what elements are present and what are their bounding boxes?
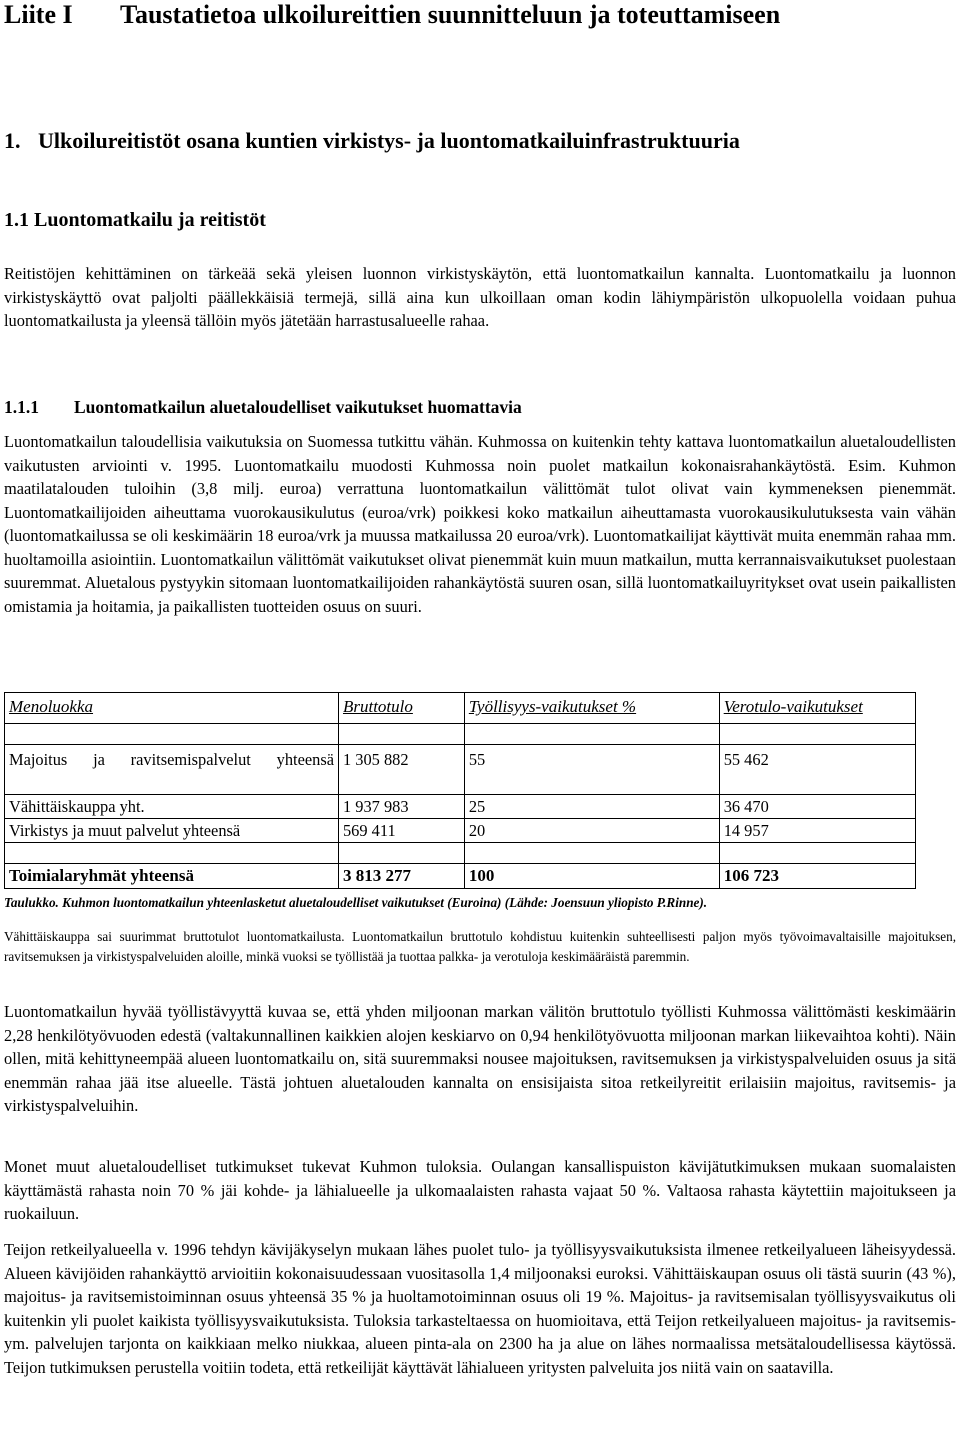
table-header-cell: Verotulo-vaikutukset [719, 693, 915, 724]
appendix-heading [4, 0, 780, 30]
table-cell: 36 470 [719, 795, 915, 819]
table-spacer-cell [464, 724, 719, 745]
table-spacer-row [5, 724, 916, 745]
section-number: 1. [4, 128, 21, 153]
appendix-number: Liite I [4, 0, 73, 29]
subsubsection-heading [4, 396, 522, 418]
table-total-cell: Toimialaryhmät yhteensä [5, 864, 339, 889]
table-spacer-row [5, 843, 916, 864]
table-header-cell: Työllisyys-vaikutukset % [464, 693, 719, 724]
table-spacer-cell [719, 843, 915, 864]
table-cell: Virkistys ja muut palvelut yhteensä [5, 819, 339, 843]
table-spacer-cell [5, 724, 339, 745]
table-spacer-cell [719, 724, 915, 745]
table-header-cell: Bruttotulo [338, 693, 464, 724]
table-spacer-cell [338, 843, 464, 864]
paragraph-employment: Luontomatkailun hyvää työllistävyyttä kuvaa se, että yhden miljoonan markan välitön bruttotulo työllisti Kuhmossa välittömästi keskimäärin 2,28 henkilötyövuoden edestä (valtakunnallinen kaikkien alojen keskiarvo on 0,94 henkilötyövuotta miljoonan markan liikevaihtoa kohti). Näin ollen, mitä kehittyneempää alueen luontomatkailu on, sitä suuremmaksi nousee majoituksen, ravitsemuksen ja virkistyspalveluiden osuus ja sitä enemmän rahaa jää itse alueelle. Tästä johtuen aluetalouden kannalta on ensisijaista sitoa retkeilyreitit erilaisiin majoitus, ravitsemis- ja virkistyspalveluihin. [4, 1002, 956, 1115]
subsubsection-title: Luontomatkailun aluetaloudelliset vaikutukset huomattavia [74, 397, 522, 417]
table-total-cell: 106 723 [719, 864, 915, 889]
table-total-cell: 100 [464, 864, 719, 889]
table-total-cell: 3 813 277 [338, 864, 464, 889]
table-spacer-cell [464, 843, 719, 864]
table-row [5, 819, 916, 843]
paragraph-teijo: Teijon retkeilyalueella v. 1996 tehdyn kävijäkyselyn mukaan lähes puolet tulo- ja työllisyysvaikutuksista ilmenee retkeilyalueen läheisyydessä. Alueen kävijöiden rahankäyttö arvioitiin kokonaisuudessaan vuositasolla 1,4 miljoonaksi euroksi. Vähittäiskaupan osuus oli tästä suurin (43 %), majoitus- ja ravitsemistoiminnan osuus yhteensä 35 % ja huoltamotoiminnan osuus oli 19 %. Majoitus- ja ravitsemisalan työllisyysvaikutus oli kuitenkin yli puolet kaikista työllisyysvaikutuksista. Tuloksia tarkasteltaessa on huomioitava, että Teijon retkeilyalueen majoitus- ja ravitsemis- ym. palvelujen tarjonta on kaikkiaan melko niukkaa, alueen pinta-ala on 2300 ha ja alue on lähes normaalissa metsätaloudellisessa käytössä. Teijon tutkimuksen perustella voitiin todeta, että retkeilijät käyttävät lähialueen yritysten palveluita jos niitä vain on saatavilla. [4, 1240, 956, 1377]
table-cell: Vähittäiskauppa yht. [5, 795, 339, 819]
paragraph-retail: Vähittäiskauppa sai suurimmat bruttotulot luontomatkailusta. Luontomatkailun bruttotulo kohdistuu kuitenkin suhteellisesti paljon myös työvoimavaltaisille majoituksen, ravitsemuksen ja virkistyspalveluiden aloille, minkä vuoksi se työllistää ja tuottaa palkka- ja verotuloja keskimääräistä paremmin. [4, 929, 956, 964]
table-row [5, 795, 916, 819]
paragraph-oulanka: Monet muut aluetaloudelliset tutkimukset tukevat Kuhmon tuloksia. Oulangan kansallispuiston kävijätutkimuksen mukaan suomalaisten käyttämästä rahasta noin 70 % jäi kohde- ja lähialueelle ja ulkomaalaisten rahasta vajaat 50 %. Valtaosa rahasta käytettiin majoitukseen ja ruokailuun. [4, 1157, 956, 1223]
table-cell: 1 937 983 [338, 795, 464, 819]
table-spacer-cell [338, 724, 464, 745]
table-cell: 55 462 [719, 745, 915, 795]
paragraph-intro: Reitistöjen kehittäminen on tärkeää sekä yleisen luonnon virkistyskäytön, että luontomatkailun kannalta. Luontomatkailu ja luonnon virkistyskäyttö ovat paljolti päällekkäisiä termejä, sillä aina kun ulkoillaan oman kodin lähiympäristön ulkopuolella voidaan puhua luontomatkailusta ja yleensä tällöin myös jätetään harrastusalueelle rahaa. [4, 264, 956, 330]
economic-impact-table [4, 692, 916, 889]
subsubsection-number: 1.1.1 [4, 397, 39, 417]
paragraph-economic-impacts: Luontomatkailun taloudellisia vaikutuksia on Suomessa tutkittu vähän. Kuhmossa on kuitenkin tehty kattava luontomatkailun aluetaloudellisten vaikutusten arviointi v. 1995. Luontomatkailu muodosti Kuhmossa noin puolet matkailun kokonaisrahankäytöstä. Esim. Kuhmon maatilatalouden tuloihin (3,8 milj. euroa) verrattuna luontomatkailun välittömät tulot olivat vain kymmeneksen pienemmät. Luontomatkailijoiden aiheuttama vuorokausikulutus (euroa/vrk) poikkesi koko matkailun aiheuttamasta vuorokausikulutuksesta vain vähän (luontomatkailussa se oli keskimäärin 18 euroa/vrk ja muussa matkailussa 20 euroa/vrk). Luontomatkailijat käyttivät muita enemmän rahaa mm. huoltamoilla asiointiin. Luontomatkailun välittömät vaikutukset olivat pienemmät kuin muun matkailun, mutta kerrannaisvaikutukset puolestaan suuremmat. Aluetalous pystyykin sitomaan luontomatkailijoiden rahankäytöstä suuren osan, sillä luontomatkailuyritykset ovat usein paikallisten omistamia ja hoitamia, ja paikallisten tuotteiden osuus on suuri. [4, 432, 956, 616]
table-cell: 55 [464, 745, 719, 795]
table-spacer-cell [5, 843, 339, 864]
table-row [5, 745, 916, 795]
table-header-cell: Menoluokka [5, 693, 339, 724]
appendix-title: Taustatietoa ulkoilureittien suunnitteluun ja toteuttamiseen [120, 0, 781, 29]
table-header-row [5, 693, 916, 724]
table-cell: Majoitus ja ravitsemispalvelut yhteensä [5, 745, 339, 795]
section-title: Ulkoilureitistöt osana kuntien virkistys- ja luontomatkailuinfrastruktuuria [38, 128, 740, 153]
section-heading [4, 128, 740, 154]
table-caption: Taulukko. Kuhmon luontomatkailun yhteenlasketut aluetaloudelliset vaikutukset (Euroina) (Lähde: Joensuun yliopisto P.Rinne). [4, 895, 708, 910]
subsection-heading: 1.1 Luontomatkailu ja reitistöt [4, 209, 266, 231]
table-cell: 25 [464, 795, 719, 819]
table-total-row [5, 864, 916, 889]
table-cell: 1 305 882 [338, 745, 464, 795]
table-cell: 20 [464, 819, 719, 843]
table-cell: 569 411 [338, 819, 464, 843]
table-cell: 14 957 [719, 819, 915, 843]
